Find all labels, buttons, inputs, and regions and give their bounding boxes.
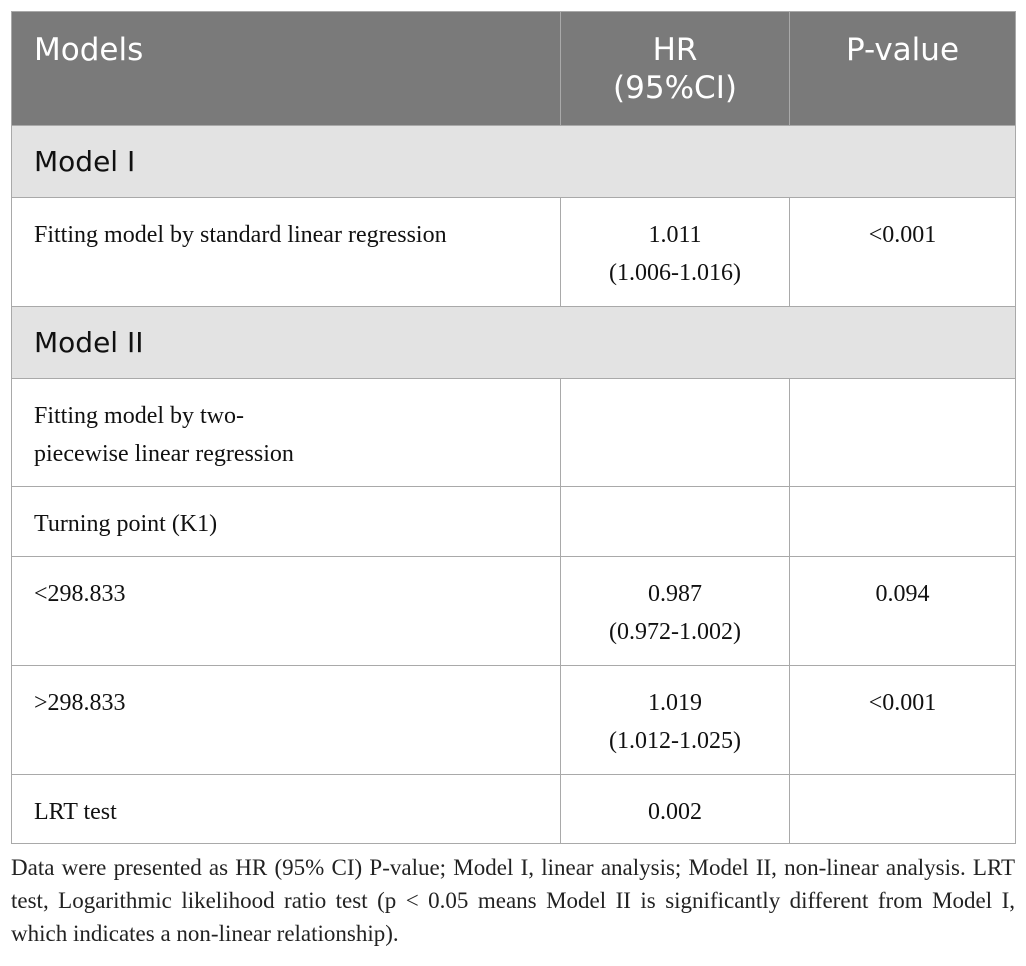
row-hr (561, 666, 790, 775)
header-hr-line1: HR (652, 32, 698, 68)
row-pvalue: <0.001 (790, 198, 1016, 307)
hr-value: 0.987 (648, 581, 702, 607)
table-row (12, 557, 1016, 666)
ci-value: (1.012-1.025) (609, 728, 741, 754)
table-row (12, 775, 1016, 844)
row-pvalue (790, 775, 1016, 844)
section-row-model-1 (12, 126, 1016, 198)
header-pvalue: P-value (790, 12, 1016, 126)
table-row (12, 666, 1016, 775)
results-table-container (11, 11, 1015, 844)
header-hr-line2: (95%CI) (613, 70, 737, 106)
row-label: Fitting model by standard linear regression (12, 198, 561, 307)
row-hr (561, 379, 790, 487)
section-row-model-2 (12, 307, 1016, 379)
row-hr (561, 557, 790, 666)
row-label: Turning point (K1) (12, 487, 561, 557)
row-hr: 0.002 (561, 775, 790, 844)
table-header-row (12, 12, 1016, 126)
row-label-line1: Fitting model by two- (34, 403, 244, 429)
row-label: >298.833 (12, 666, 561, 775)
row-hr (561, 487, 790, 557)
row-label-line2: piecewise linear regression (34, 441, 294, 467)
header-models: Models (12, 12, 561, 126)
row-pvalue: <0.001 (790, 666, 1016, 775)
ci-value: (0.972-1.002) (609, 619, 741, 645)
row-pvalue (790, 379, 1016, 487)
section-title: Model I (12, 126, 1016, 198)
row-label: LRT test (12, 775, 561, 844)
row-hr (561, 198, 790, 307)
results-table (11, 11, 1016, 844)
row-pvalue (790, 487, 1016, 557)
hr-value: 1.019 (648, 690, 702, 716)
section-title: Model II (12, 307, 1016, 379)
row-label: <298.833 (12, 557, 561, 666)
row-label (12, 379, 561, 487)
table-row (12, 198, 1016, 307)
hr-value: 1.011 (648, 222, 702, 248)
header-hr (561, 12, 790, 126)
row-pvalue: 0.094 (790, 557, 1016, 666)
table-row (12, 487, 1016, 557)
table-row (12, 379, 1016, 487)
ci-value: (1.006-1.016) (609, 260, 741, 286)
table-footnote: Data were presented as HR (95% CI) P-value; Model I, linear analysis; Model II, non-linear analysis. LRT test, Logarithmic likelihood ratio test (p < 0.05 means Model II is significantly different from Model I, which indicates a non-linear relationship). (11, 855, 1015, 946)
